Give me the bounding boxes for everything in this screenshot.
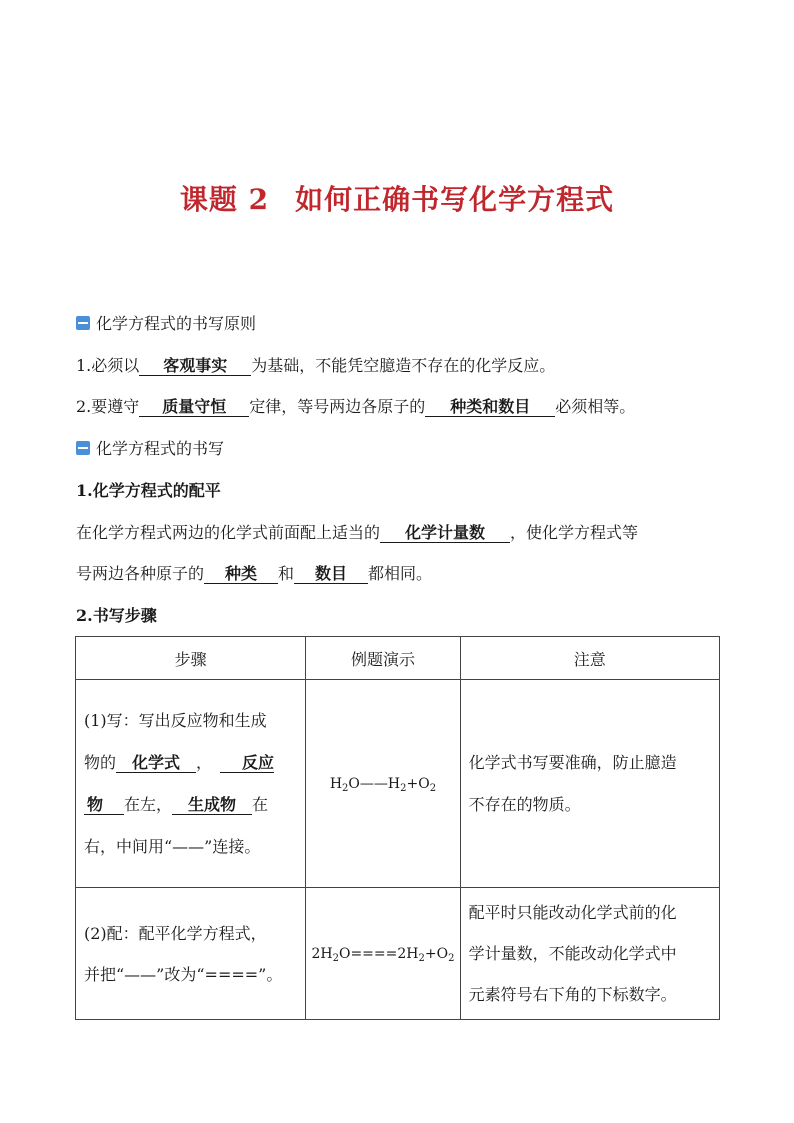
answer-blank-type-and-number: 种类和数目 bbox=[425, 397, 555, 417]
example-write-cell: $H_2O——H_2+O_2$ bbox=[306, 680, 460, 888]
answer-blank-reactant-part1: 反应 bbox=[220, 753, 274, 773]
table-header-note: 注意 bbox=[460, 637, 719, 680]
balancing-line-1: 在化学方程式两边的化学式前面配上适当的 化学计量数 ，使化学方程式等 bbox=[76, 523, 639, 542]
principle-item-1: 1.必须以 客观事实 为基础，不能凭空臆造不存在的化学反应。 bbox=[76, 356, 556, 375]
principle-item-2: 2.要遵守 质量守恒 定律，等号两边各原子的 种类和数目 必须相等。 bbox=[76, 397, 636, 416]
table-header-example: 例题演示 bbox=[306, 637, 460, 680]
table-header-step: 步骤 bbox=[76, 637, 306, 680]
answer-blank-types: 种类 bbox=[204, 564, 278, 584]
section2-heading: 化学方程式的书写 bbox=[76, 439, 224, 459]
section-bullet-icon bbox=[76, 316, 90, 330]
title-lesson-number: 课题 2 bbox=[179, 183, 270, 216]
example-balance-cell: $2H_2O====2H_2+O_2$ bbox=[306, 888, 460, 1020]
table-header-row bbox=[76, 637, 720, 680]
steps-table bbox=[75, 636, 720, 1020]
step-balance-cell: (2)配：配平化学方程式， 并把“——”改为“====”。 bbox=[76, 888, 306, 1020]
answer-blank-product: 生成物 bbox=[172, 795, 252, 815]
table-row bbox=[76, 888, 720, 1020]
step-write-cell: (1)写：写出反应物和生成 物的 化学式 ， 反应 物 在左， 生成物 在 右，中间用“——”连接。 bbox=[76, 680, 306, 888]
subheading-balancing: 1.化学方程式的配平 bbox=[76, 481, 221, 500]
answer-blank-stoich-coefficient: 化学计量数 bbox=[380, 523, 510, 543]
note-balance-cell: 配平时只能改动化学式前的化 学计量数，不能改动化学式中 元素符号右下角的下标数字。 bbox=[460, 888, 719, 1020]
subheading-steps: 2.书写步骤 bbox=[76, 606, 157, 625]
balancing-line-2: 号两边各种原子的 种类 和 数目 都相同。 bbox=[76, 564, 433, 583]
page-title bbox=[0, 178, 794, 218]
note-write-cell: 化学式书写要准确，防止臆造 不存在的物质。 bbox=[460, 680, 719, 888]
answer-blank-objective-facts: 客观事实 bbox=[139, 356, 251, 376]
answer-blank-formula: 化学式 bbox=[116, 753, 196, 773]
section1-heading: 化学方程式的书写原则 bbox=[76, 314, 256, 334]
answer-blank-numbers: 数目 bbox=[294, 564, 368, 584]
section-bullet-icon bbox=[76, 441, 90, 455]
answer-blank-reactant-part2: 物 bbox=[84, 795, 106, 815]
answer-blank-mass-conservation: 质量守恒 bbox=[139, 397, 249, 417]
title-topic: 如何正确书写化学方程式 bbox=[295, 183, 615, 216]
table-row bbox=[76, 680, 720, 888]
